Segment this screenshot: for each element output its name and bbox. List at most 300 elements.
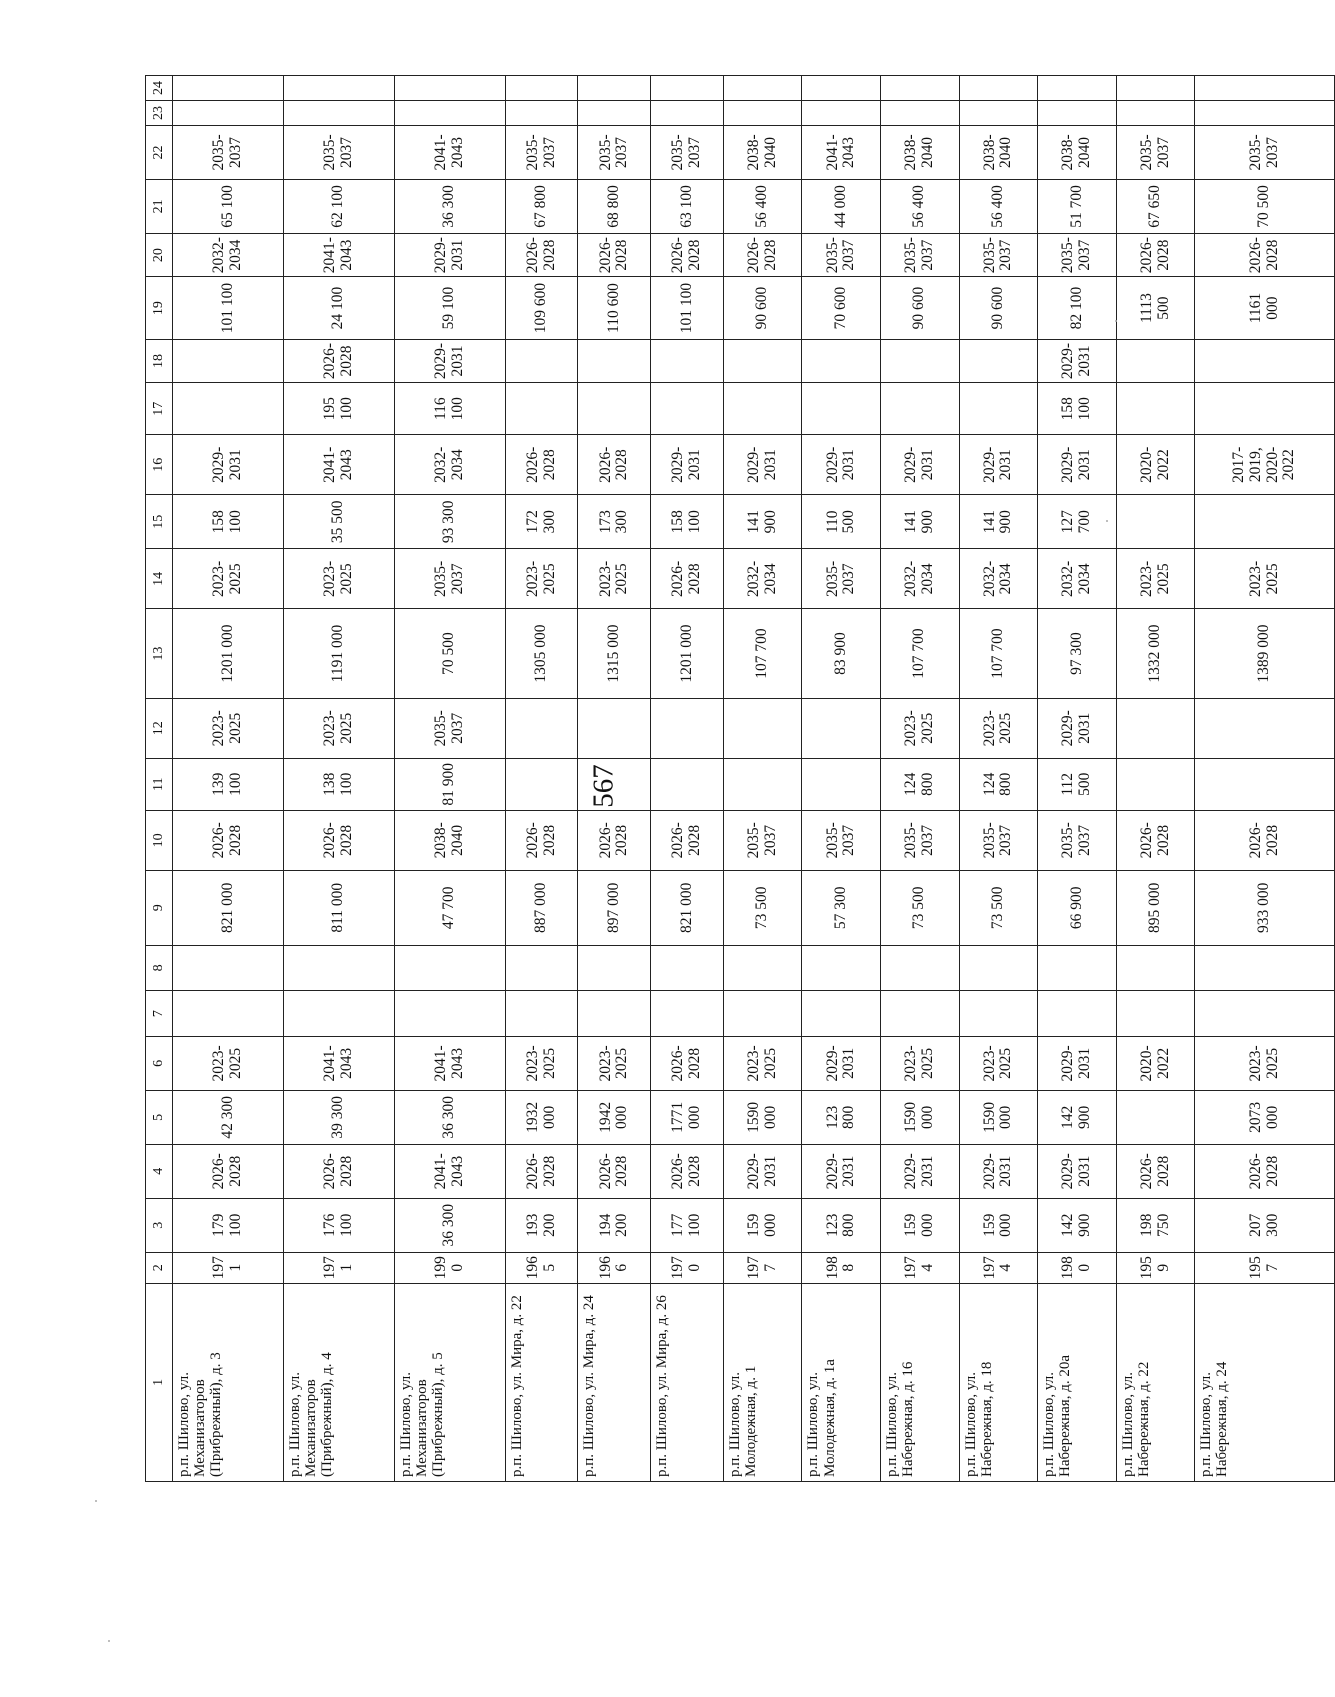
table-cell: 124 800 — [959, 758, 1038, 810]
address-cell: р.п. Шилово, ул. Набережная, д. 22 — [1116, 1283, 1195, 1481]
table-cell — [505, 383, 578, 435]
table-cell — [959, 945, 1038, 991]
address-cell: р.п. Шилово, ул. Механизаторов (Прибрежный), д. 3 — [173, 1283, 284, 1481]
table-cell: 90 600 — [881, 277, 960, 339]
table-cell: 2029-2031 — [173, 435, 284, 495]
table-cell: 2035-2037 — [802, 810, 881, 870]
table-cell — [1116, 698, 1195, 758]
table-cell: 2029-2031 — [651, 435, 724, 495]
table-cell: 2029-2031 — [1038, 698, 1117, 758]
table-cell: 1971 — [173, 1252, 284, 1283]
table-cell: 70 500 — [394, 609, 505, 698]
table-cell: 176 100 — [283, 1198, 394, 1252]
table-cell: 1971 — [283, 1252, 394, 1283]
table-cell: 2026-2028 — [1195, 810, 1335, 870]
table-cell: 66 900 — [1038, 870, 1117, 945]
table-cell: 2035-2037 — [651, 125, 724, 179]
table-cell — [1038, 101, 1117, 126]
column-number-21: 21 — [146, 179, 173, 233]
address-cell: р.п. Шилово, ул. Набережная, д. 20а — [1038, 1283, 1117, 1481]
table-row — [959, 76, 1038, 1482]
column-number-10: 10 — [146, 810, 173, 870]
table-cell: 1191 000 — [283, 609, 394, 698]
table-row — [394, 76, 505, 1482]
table-cell: 933 000 — [1195, 870, 1335, 945]
address-cell: р.п. Шилово, ул. Мира, д. 26 — [651, 1283, 724, 1481]
table-cell: 2029-2031 — [802, 1144, 881, 1198]
table-cell: 2023-2025 — [173, 698, 284, 758]
table-cell: 36 300 — [394, 179, 505, 233]
table-cell: 2029-2031 — [881, 1144, 960, 1198]
table-cell — [505, 758, 578, 810]
table-cell: 2073 000 — [1195, 1090, 1335, 1144]
table-cell: 1389 000 — [1195, 609, 1335, 698]
table-cell: 2029-2031 — [1038, 339, 1117, 383]
table-cell: 2026-2028 — [578, 233, 651, 277]
table-cell — [1195, 383, 1335, 435]
table-row — [1195, 76, 1335, 1482]
table-cell: 158 100 — [651, 495, 724, 549]
table-cell: 2035-2037 — [959, 810, 1038, 870]
table-cell: 2035-2037 — [1195, 125, 1335, 179]
table-cell: 2032-2034 — [959, 549, 1038, 609]
table-cell — [505, 339, 578, 383]
table-cell: 81 900 — [394, 758, 505, 810]
table-cell — [283, 991, 394, 1037]
table-cell: 1201 000 — [173, 609, 284, 698]
table-cell: 2035-2037 — [394, 698, 505, 758]
table-cell: 2035-2037 — [283, 125, 394, 179]
table-cell: 142 900 — [1038, 1090, 1117, 1144]
table-cell: 110 500 — [802, 495, 881, 549]
header-row — [146, 76, 173, 1482]
scan-speck — [108, 1640, 110, 1642]
table-cell: 2023-2025 — [959, 698, 1038, 758]
table-cell — [578, 698, 651, 758]
table-cell: 44 000 — [802, 179, 881, 233]
table-row — [505, 76, 578, 1482]
table-row — [651, 76, 724, 1482]
table-cell: 73 500 — [959, 870, 1038, 945]
table-cell: 1590 000 — [881, 1090, 960, 1144]
table-cell: 2035-2037 — [802, 549, 881, 609]
table-cell: 2038-2040 — [723, 125, 802, 179]
table-cell: 1970 — [651, 1252, 724, 1283]
table-cell: 177 100 — [651, 1198, 724, 1252]
table-cell — [723, 101, 802, 126]
column-number-2: 2 — [146, 1252, 173, 1283]
table-cell: 2041-2043 — [283, 233, 394, 277]
table-row — [173, 76, 284, 1482]
table-cell: 59 100 — [394, 277, 505, 339]
column-number-5: 5 — [146, 1090, 173, 1144]
table-cell: 2035-2037 — [723, 810, 802, 870]
table-cell: 36 300 — [394, 1198, 505, 1252]
table-cell: 2029-2031 — [802, 1036, 881, 1090]
table-cell — [283, 76, 394, 101]
table-cell — [651, 698, 724, 758]
table-cell: 138 100 — [283, 758, 394, 810]
table-cell: 2035-2037 — [802, 233, 881, 277]
table-cell — [651, 383, 724, 435]
table-cell — [505, 76, 578, 101]
table-cell — [1116, 945, 1195, 991]
table-cell — [1116, 339, 1195, 383]
table-cell: 2026-2028 — [283, 1144, 394, 1198]
table-cell: 1977 — [723, 1252, 802, 1283]
table-cell: 821 000 — [173, 870, 284, 945]
table-cell: 2035-2037 — [881, 810, 960, 870]
table-cell — [723, 76, 802, 101]
table-cell: 2020-2022 — [1116, 1036, 1195, 1090]
table-cell — [723, 758, 802, 810]
table-cell — [802, 76, 881, 101]
table-cell: 897 000 — [578, 870, 651, 945]
table-cell — [959, 76, 1038, 101]
table-cell — [723, 339, 802, 383]
table-cell: 1201 000 — [651, 609, 724, 698]
table-cell — [173, 945, 284, 991]
table-cell: 2035-2037 — [173, 125, 284, 179]
table-cell — [651, 758, 724, 810]
table-cell — [1195, 945, 1335, 991]
table-cell: 1305 000 — [505, 609, 578, 698]
table-row — [723, 76, 802, 1482]
table-cell — [1116, 758, 1195, 810]
table-cell: 2026-2028 — [173, 1144, 284, 1198]
table-cell: 2023-2025 — [173, 1036, 284, 1090]
table-cell — [173, 101, 284, 126]
table-cell: 47 700 — [394, 870, 505, 945]
column-number-20: 20 — [146, 233, 173, 277]
table-cell: 1966 — [578, 1252, 651, 1283]
table-cell: 123 800 — [802, 1090, 881, 1144]
table-cell: 62 100 — [283, 179, 394, 233]
table-cell: 2035-2037 — [1038, 233, 1117, 277]
table-cell: 93 300 — [394, 495, 505, 549]
table-cell: 2035-2037 — [394, 549, 505, 609]
table-cell — [723, 383, 802, 435]
column-number-13: 13 — [146, 609, 173, 698]
table-cell: 1965 — [505, 1252, 578, 1283]
table-cell: 1957 — [1195, 1252, 1335, 1283]
table-row — [1038, 76, 1117, 1482]
table-cell: 2035-2037 — [881, 233, 960, 277]
table-cell: 2026-2028 — [283, 339, 394, 383]
table-cell — [173, 383, 284, 435]
table-cell: 2026-2028 — [505, 435, 578, 495]
table-cell — [881, 945, 960, 991]
table-cell: 2038-2040 — [959, 125, 1038, 179]
table-cell: 193 200 — [505, 1198, 578, 1252]
column-number-9: 9 — [146, 870, 173, 945]
table-cell — [723, 991, 802, 1037]
table-cell: 51 700 — [1038, 179, 1117, 233]
table-cell: 42 300 — [173, 1090, 284, 1144]
table-cell: 67 650 — [1116, 179, 1195, 233]
table-cell: 179 100 — [173, 1198, 284, 1252]
table-cell: 2023-2025 — [578, 1036, 651, 1090]
column-number-22: 22 — [146, 125, 173, 179]
table-cell: 159 000 — [959, 1198, 1038, 1252]
table-cell: 109 600 — [505, 277, 578, 339]
table-cell — [1116, 991, 1195, 1037]
table-cell: 895 000 — [1116, 870, 1195, 945]
column-number-7: 7 — [146, 991, 173, 1037]
table-cell: 2041-2043 — [394, 125, 505, 179]
address-cell: р.п. Шилово, ул. Механизаторов (Прибрежный), д. 5 — [394, 1283, 505, 1481]
scan-speck — [95, 1500, 97, 1502]
column-number-18: 18 — [146, 339, 173, 383]
table-row — [881, 76, 960, 1482]
table-cell: 158 100 — [173, 495, 284, 549]
table-cell: 39 300 — [283, 1090, 394, 1144]
table-cell — [651, 339, 724, 383]
table-cell — [802, 758, 881, 810]
table-cell: 2041-2043 — [283, 1036, 394, 1090]
rotated-table-container — [145, 75, 1335, 1482]
table-cell — [959, 991, 1038, 1037]
table-cell: 2023-2025 — [505, 1036, 578, 1090]
table-cell — [578, 991, 651, 1037]
table-cell — [283, 945, 394, 991]
table-cell: 195 100 — [283, 383, 394, 435]
column-number-17: 17 — [146, 383, 173, 435]
column-number-23: 23 — [146, 101, 173, 126]
table-cell: 63 100 — [651, 179, 724, 233]
table-cell: 67 800 — [505, 179, 578, 233]
table-cell: 70 500 — [1195, 179, 1335, 233]
address-cell: р.п. Шилово, ул. Молодежная, д. 1а — [802, 1283, 881, 1481]
table-cell: 73 500 — [881, 870, 960, 945]
table-cell: 101 100 — [173, 277, 284, 339]
table-cell — [1038, 991, 1117, 1037]
table-cell: 139 100 — [173, 758, 284, 810]
table-cell: 2041-2043 — [394, 1036, 505, 1090]
table-cell: 110 600 — [578, 277, 651, 339]
table-cell: 68 800 — [578, 179, 651, 233]
table-cell — [881, 991, 960, 1037]
table-cell: 2029-2031 — [723, 435, 802, 495]
table-cell — [173, 991, 284, 1037]
table-cell: 142 900 — [1038, 1198, 1117, 1252]
table-cell: 2023-2025 — [959, 1036, 1038, 1090]
table-cell — [1038, 76, 1117, 101]
column-number-4: 4 — [146, 1144, 173, 1198]
table-cell — [651, 76, 724, 101]
table-cell: 2020-2022 — [1116, 435, 1195, 495]
table-cell: 2026-2028 — [1116, 1144, 1195, 1198]
table-cell: 2029-2031 — [394, 233, 505, 277]
table-cell — [959, 101, 1038, 126]
table-cell — [578, 101, 651, 126]
column-number-24: 24 — [146, 76, 173, 101]
table-cell: 82 100 — [1038, 277, 1117, 339]
table-cell — [651, 991, 724, 1037]
table-cell: 811 000 — [283, 870, 394, 945]
table-row — [578, 76, 651, 1482]
column-number-12: 12 — [146, 698, 173, 758]
table-cell: 159 000 — [881, 1198, 960, 1252]
table-cell — [802, 945, 881, 991]
table-cell: 2035-2037 — [1038, 810, 1117, 870]
scan-speck — [1106, 520, 1108, 522]
table-cell: 1161 000 — [1195, 277, 1335, 339]
table-cell: 2023-2025 — [881, 698, 960, 758]
table-cell: 2023-2025 — [1195, 1036, 1335, 1090]
table-cell: 2035-2037 — [578, 125, 651, 179]
table-cell — [394, 945, 505, 991]
table-cell: 2026-2028 — [651, 233, 724, 277]
table-cell — [505, 991, 578, 1037]
table-cell: 2032-2034 — [881, 549, 960, 609]
table-cell: 141 900 — [881, 495, 960, 549]
address-cell: р.п. Шилово, ул. Набережная, д. 24 — [1195, 1283, 1335, 1481]
address-cell: р.п. Шилово, ул. Механизаторов (Прибрежный), д. 4 — [283, 1283, 394, 1481]
table-cell — [578, 76, 651, 101]
table-cell — [959, 383, 1038, 435]
table-cell: 2026-2028 — [1195, 1144, 1335, 1198]
table-cell: 2041-2043 — [802, 125, 881, 179]
table-cell — [1116, 383, 1195, 435]
table-cell: 116 100 — [394, 383, 505, 435]
table-cell: 2023-2025 — [578, 549, 651, 609]
table-cell: 2026-2028 — [651, 810, 724, 870]
table-cell: 97 300 — [1038, 609, 1117, 698]
table-row — [1116, 76, 1195, 1482]
table-cell — [651, 101, 724, 126]
address-cell: р.п. Шилово, ул. Мира, д. 24 — [578, 1283, 651, 1481]
table-cell: 2032-2034 — [173, 233, 284, 277]
table-cell: 141 900 — [959, 495, 1038, 549]
table-cell: 2026-2028 — [1116, 233, 1195, 277]
table-cell: 2023-2025 — [283, 549, 394, 609]
table-cell — [1116, 101, 1195, 126]
table-cell — [723, 945, 802, 991]
table-cell: 2026-2028 — [505, 1144, 578, 1198]
table-cell: 2026-2028 — [578, 1144, 651, 1198]
table-cell — [1038, 945, 1117, 991]
table-cell: 2026-2028 — [578, 810, 651, 870]
table-cell: 2026-2028 — [723, 233, 802, 277]
table-cell: 198 750 — [1116, 1198, 1195, 1252]
table-cell — [173, 76, 284, 101]
table-cell: 1974 — [881, 1252, 960, 1283]
table-cell: 1974 — [959, 1252, 1038, 1283]
table-cell: 2026-2028 — [1116, 810, 1195, 870]
table-cell: 1113 500 — [1116, 277, 1195, 339]
table-cell — [802, 339, 881, 383]
table-cell: 107 700 — [723, 609, 802, 698]
table-cell: 2026-2028 — [173, 810, 284, 870]
table-cell: 107 700 — [959, 609, 1038, 698]
table-cell: 2041-2043 — [283, 435, 394, 495]
table-cell — [505, 698, 578, 758]
table-cell — [505, 945, 578, 991]
table-cell — [1195, 339, 1335, 383]
table-cell: 1771 000 — [651, 1090, 724, 1144]
table-cell — [802, 383, 881, 435]
table-cell: 2023-2025 — [1116, 549, 1195, 609]
table-cell: 2035-2037 — [959, 233, 1038, 277]
table-cell: 36 300 — [394, 1090, 505, 1144]
column-number-19: 19 — [146, 277, 173, 339]
table-cell: 73 500 — [723, 870, 802, 945]
column-number-15: 15 — [146, 495, 173, 549]
table-cell: 83 900 — [802, 609, 881, 698]
table-cell: 821 000 — [651, 870, 724, 945]
table-cell: 2023-2025 — [881, 1036, 960, 1090]
table-cell: 2023-2025 — [505, 549, 578, 609]
table-cell: 2026-2028 — [505, 233, 578, 277]
table-cell: 2026-2028 — [578, 435, 651, 495]
table-cell: 123 800 — [802, 1198, 881, 1252]
table-cell: 2023-2025 — [723, 1036, 802, 1090]
table-cell: 2029-2031 — [1038, 1036, 1117, 1090]
table-cell: 2032-2034 — [1038, 549, 1117, 609]
table-cell — [1116, 1090, 1195, 1144]
table-cell: 1959 — [1116, 1252, 1195, 1283]
table-cell: 2023-2025 — [173, 549, 284, 609]
table-cell: 207 300 — [1195, 1198, 1335, 1252]
table-cell — [1195, 758, 1335, 810]
address-cell: р.п. Шилово, ул. Набережная, д. 18 — [959, 1283, 1038, 1481]
table-cell: 1590 000 — [959, 1090, 1038, 1144]
table-cell — [1116, 76, 1195, 101]
table-cell — [651, 945, 724, 991]
table-cell: 2026-2028 — [651, 549, 724, 609]
table-cell — [881, 101, 960, 126]
table-cell: 124 800 — [881, 758, 960, 810]
table-cell — [283, 101, 394, 126]
table-cell — [578, 758, 651, 810]
table-cell — [505, 101, 578, 126]
address-cell: р.п. Шилово, ул. Мира, д. 22 — [505, 1283, 578, 1481]
table-cell: 2029-2031 — [802, 435, 881, 495]
address-cell: р.п. Шилово, ул. Молодежная, д. 1 — [723, 1283, 802, 1481]
table-cell — [578, 383, 651, 435]
table-cell: 2023-2025 — [1195, 549, 1335, 609]
table-cell — [173, 339, 284, 383]
table-cell — [578, 945, 651, 991]
table-cell: 1932 000 — [505, 1090, 578, 1144]
table-cell: 107 700 — [881, 609, 960, 698]
table-cell: 2029-2031 — [1038, 435, 1117, 495]
table-cell: 2035-2037 — [505, 125, 578, 179]
table-cell: 56 400 — [881, 179, 960, 233]
table-cell: 70 600 — [802, 277, 881, 339]
table-cell: 172 300 — [505, 495, 578, 549]
table-cell: 2026-2028 — [505, 810, 578, 870]
column-number-14: 14 — [146, 549, 173, 609]
page-number: 567 — [587, 764, 620, 808]
table-cell: 1332 000 — [1116, 609, 1195, 698]
table-cell — [1195, 76, 1335, 101]
table-cell: 57 300 — [802, 870, 881, 945]
table-cell: 194 200 — [578, 1198, 651, 1252]
table-cell — [802, 101, 881, 126]
column-number-11: 11 — [146, 758, 173, 810]
table-cell: 1990 — [394, 1252, 505, 1283]
table-cell: 1590 000 — [723, 1090, 802, 1144]
table-cell — [1195, 101, 1335, 126]
table-cell — [723, 698, 802, 758]
table-cell: 2029-2031 — [959, 435, 1038, 495]
table-cell — [959, 339, 1038, 383]
column-number-3: 3 — [146, 1198, 173, 1252]
table-cell: 112 500 — [1038, 758, 1117, 810]
table-cell: 90 600 — [959, 277, 1038, 339]
